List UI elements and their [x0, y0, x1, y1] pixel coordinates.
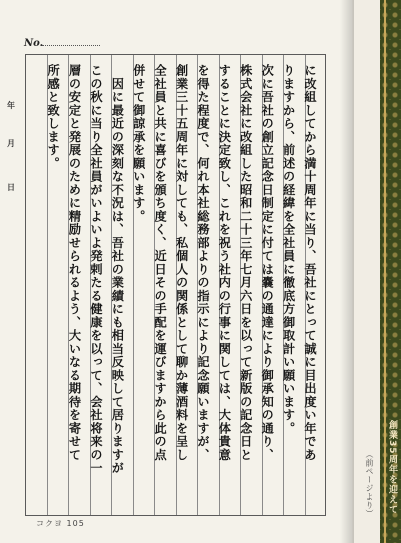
letter-line: に改組してから満十周年に当り、吾社にとって誠に目出度い年であ — [303, 64, 317, 462]
letter-line: りますから、前述の経緯を全社員に徹底方御取計い願います。 — [281, 64, 296, 435]
paper-brand-code: コクヨ 105 — [36, 519, 85, 528]
letter-line: この秋に当り全社員がいよいよ発剌たる健康を以って、会社将来の一 — [88, 64, 103, 475]
letter-line: 全社員と共に喜びを頒ち度く、近日その手配を運びますから此の点 — [153, 64, 168, 462]
letter-line: 層の安定と発展のために精励せられるよう、大いなる期待を寄せて — [67, 64, 82, 462]
day-label: 日 — [7, 182, 15, 192]
letter-line: 次に吾社の創立記念日制定に付ては嚢の通達により御承知の通り、 — [260, 64, 275, 462]
letter-line: 併せて御諒承を願います。 — [131, 64, 146, 223]
year-label: 年 — [7, 100, 15, 110]
month-label: 月 — [7, 138, 15, 148]
letter-line: 因に最近の深刻な不況は、吾社の業績にも相当反映して居りますが — [110, 64, 125, 475]
side-band-title: 創業35周年を迎えて — [387, 420, 397, 515]
letter-line: することに決定致し、これを祝う社内の行事に関しては、大体貴意 — [217, 64, 232, 462]
letter-line: 株式会社に改組した昭和二十三年七月六日を以って新版の記念日と — [238, 64, 253, 462]
letter-line: 創業三十五周年に対しても、私個人の関係として聊か薄酒料を呈し — [174, 64, 189, 462]
letter-line: 所感と致します。 — [46, 64, 61, 170]
document-number-line — [42, 45, 100, 46]
letter-body — [30, 64, 320, 509]
continued-note: （前ページより） — [365, 450, 374, 518]
document-number-label: No. — [24, 38, 44, 49]
letter-line: を得た程度で、何れ本社総務部よりの指示により記念願いますが、 — [195, 64, 210, 462]
book-gutter-shadow — [340, 0, 354, 543]
